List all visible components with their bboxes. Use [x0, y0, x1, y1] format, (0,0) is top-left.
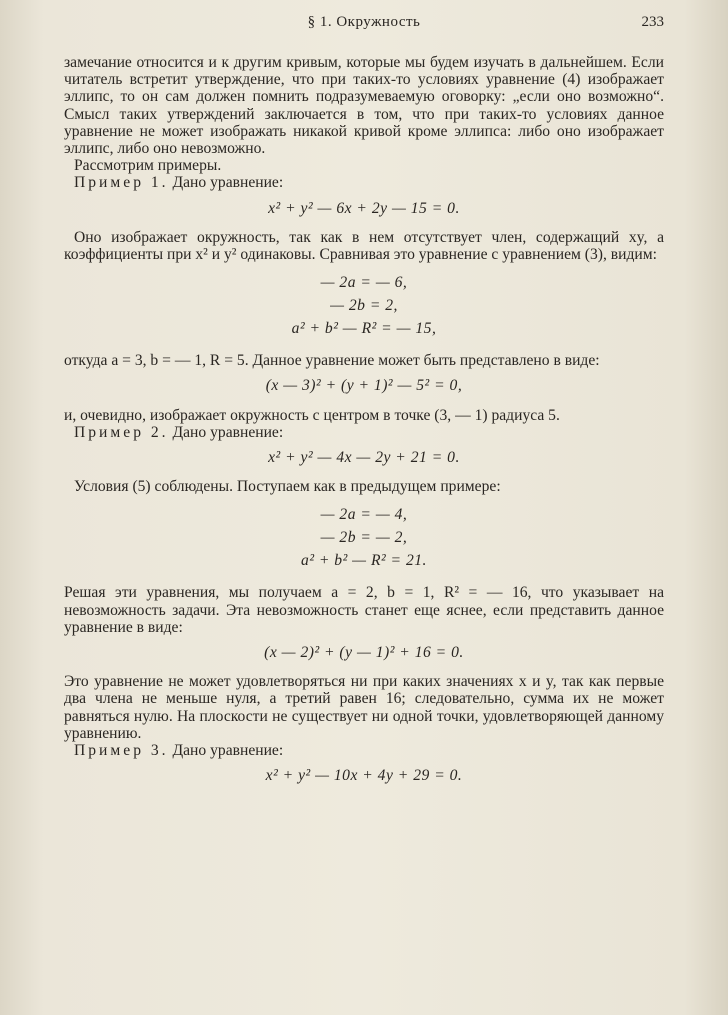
example-2-system [64, 503, 664, 572]
running-header [64, 14, 664, 40]
intro-paragraph: замечание относится и к другим кривым, которые мы будем изучать в дальнейшем. Если читатель встретит утверждение, что при таких-то условиях уравнение (4) изображает эллипс, то он сам должен помнить подразумеваемую оговорку: „если оно возможно“. Смысл таких утверждений заключается в том, что при таких-то условиях данное уравнение не может изображать никакой кривой кроме эллипса: либо оно изображает эллипс, либо оно невозможно. [64, 54, 664, 158]
example-2-paragraph-2: Решая эти уравнения, мы получаем a = 2, b = 1, R² = — 16, что указывает на невозможность задачи. Эта невозможность станет еще яснее, если представить данное уравнение в виде: [64, 584, 664, 636]
system-line: — 2a = — 6, [320, 274, 408, 292]
lead-line: Рассмотрим примеры. [74, 157, 222, 175]
example-2-equation: x² + y² — 4x — 2y + 21 = 0. [268, 449, 460, 467]
example-3-equation: x² + y² — 10x + 4y + 29 = 0. [265, 767, 463, 785]
example-1-label: Пример 1. [74, 174, 169, 192]
example-2-paragraph-1: Условия (5) соблюдены. Поступаем как в предыдущем примере: [74, 478, 501, 496]
system-line: — 2b = 2, [330, 297, 398, 315]
example-2-heading [64, 424, 664, 441]
system-line: — 2a = — 4, [320, 506, 408, 524]
example-1-text: Дано уравнение: [172, 174, 284, 192]
page-body [64, 54, 664, 796]
system-line: a² + b² — R² = 21. [301, 552, 427, 570]
system-line: — 2b = — 2, [320, 529, 408, 547]
example-1-paragraph-3: и, очевидно, изображает окружность с центром в точке (3, — 1) радиуса 5. [64, 406, 560, 424]
example-2-label: Пример 2. [74, 423, 169, 441]
example-3-text: Дано уравнение: [172, 742, 284, 760]
example-1-equation-2: (x — 3)² + (y + 1)² — 5² = 0, [265, 377, 463, 395]
example-1-paragraph-1: Оно изображает окружность, так как в нем отсутствует член, содержащий xy, а коэффициенты при x² и y² одинаковы. Сравнивая это уравнение с уравнением (3), видим: [64, 228, 664, 264]
example-3-label: Пример 3. [74, 742, 169, 760]
example-2-paragraph-3: Это уравнение не может удовлетворяться ни при каких значениях x и y, так как первые два члена не меньше нуля, а третий равен 16; следовательно, сумма их не может равняться нулю. На плоскости не существует ни одной точки, удовлетворяющей данному уравнению. [64, 673, 664, 742]
example-2-text: Дано уравнение: [172, 423, 284, 441]
example-1-system [64, 271, 664, 340]
example-1-heading [64, 174, 664, 191]
system-line: a² + b² — R² = — 15, [291, 320, 437, 338]
example-1-equation: x² + y² — 6x + 2y — 15 = 0. [268, 199, 460, 217]
example-2-equation-2: (x — 2)² + (y — 1)² + 16 = 0. [264, 644, 464, 662]
example-1-paragraph-2: откуда a = 3, b = — 1, R = 5. Данное уравнение может быть представлено в виде: [64, 352, 600, 370]
section-title: § 1. Окружность [307, 14, 421, 30]
example-3-heading [64, 742, 664, 759]
page-number: 233 [641, 14, 664, 30]
